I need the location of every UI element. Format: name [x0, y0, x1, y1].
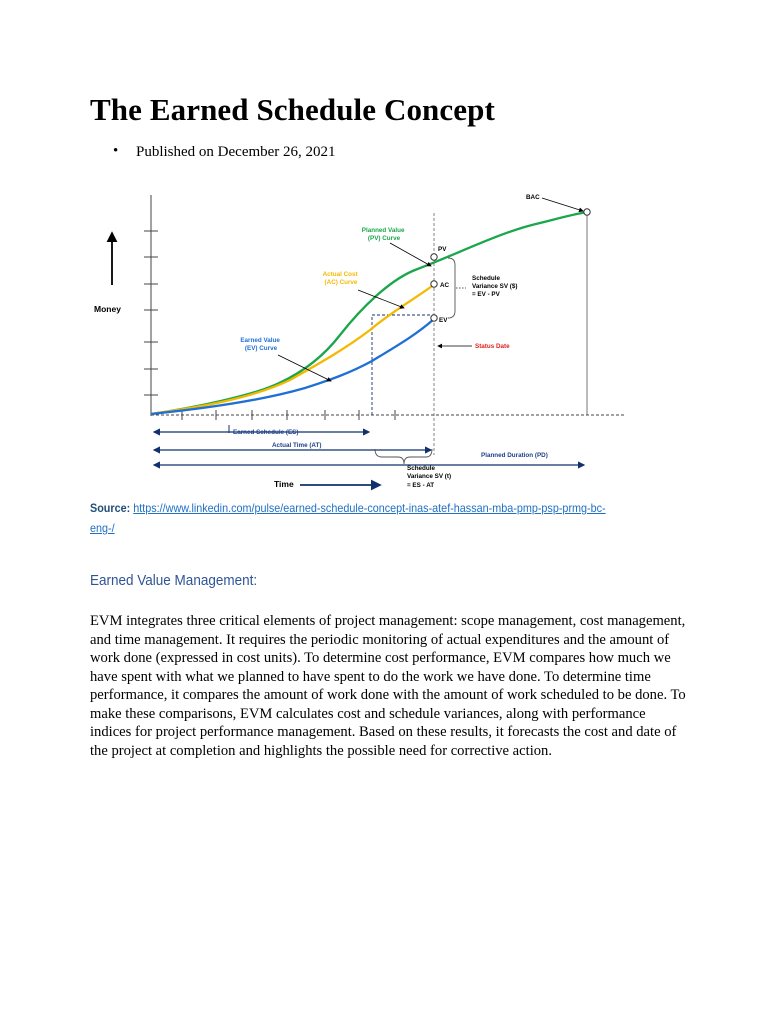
earned-schedule-label: Earned Schedule (ES) — [233, 429, 299, 436]
actual-time-label: Actual Time (AT) — [272, 442, 322, 449]
status-date-label: Status Date — [475, 343, 510, 350]
ev-curve-label-line2: (EV) Curve — [244, 345, 278, 352]
body-paragraph: EVM integrates three critical elements of project management: scope management, cost management, and time management. It requires the periodic monitoring of actual expenditures and the amount of work done (expressed in cost units). To determine cost performance, EVM compares how much we have spent with what we planned to have spent to do the work we have done. To determine time performance, it compares the amount of work done with the amount of work scheduled to be done. To make these comparisons, EVM calculates cost and schedule variances, along with performance indices for project performance management. Based on these results, it forecasts the cost and date of the project at completion and highlights the possible need for corrective action. — [90, 613, 686, 759]
ev-marker-label: EV — [439, 317, 448, 324]
money-label: Money — [94, 304, 121, 314]
sv-time-label-line3: = ES - AT — [407, 482, 435, 489]
time-label: Time — [274, 479, 294, 489]
ac-curve-label-line1: Actual Cost — [322, 271, 358, 278]
pv-curve-pointer — [390, 243, 431, 266]
ev-curve-label-line1: Earned Value — [240, 337, 280, 344]
bac-point — [584, 209, 590, 215]
bac-label: BAC — [526, 194, 540, 201]
pv-curve-label-line2: (PV) Curve — [367, 235, 401, 242]
ev-curve-pointer — [278, 355, 331, 381]
ac-curve-label — [323, 271, 360, 286]
ev-point — [431, 315, 437, 321]
sv-time-label-line2: Variance SV (t) — [407, 473, 452, 480]
ac-marker-label: AC — [440, 282, 450, 289]
section-heading: Earned Value Management: — [90, 572, 258, 589]
pv-curve-label-line1: Planned Value — [361, 227, 405, 234]
earned-schedule-figure — [90, 185, 650, 495]
ac-point — [431, 281, 437, 287]
source-line — [90, 498, 612, 538]
pv-point — [431, 254, 437, 260]
earned-schedule-diagram — [90, 185, 650, 495]
sv-cost-label-line3: = EV - PV — [472, 291, 500, 298]
ev-curve — [151, 319, 434, 414]
meta-list — [113, 144, 336, 161]
ev-curve-label — [240, 337, 281, 352]
sv-cost-label — [472, 275, 519, 298]
sv-time-label-line1: Schedule — [407, 465, 435, 472]
sv-time-label — [407, 465, 453, 489]
page-title: The Earned Schedule Concept — [90, 92, 495, 127]
planned-duration-label: Planned Duration (PD) — [481, 452, 548, 459]
pv-curve — [151, 212, 587, 414]
bac-pointer — [542, 198, 583, 211]
published-date: • Published on December 26, 2021 — [113, 144, 336, 161]
earned-schedule-projection — [372, 315, 433, 415]
sv-cost-label-line2: Variance SV ($) — [472, 283, 518, 290]
sv-cost-label-line1: Schedule — [472, 275, 500, 282]
source-link[interactable]: https://www.linkedin.com/pulse/earned-schedule-concept-inas-atef-hassan-mba-pmp-psp-prmg-bc-eng-/ — [90, 501, 606, 535]
ac-curve-label-line2: (AC) Curve — [324, 279, 358, 286]
source-label: Source: — [90, 501, 131, 515]
sv-time-bracket — [375, 449, 432, 464]
pv-curve-label — [362, 227, 406, 242]
pv-marker-label: PV — [438, 246, 447, 253]
